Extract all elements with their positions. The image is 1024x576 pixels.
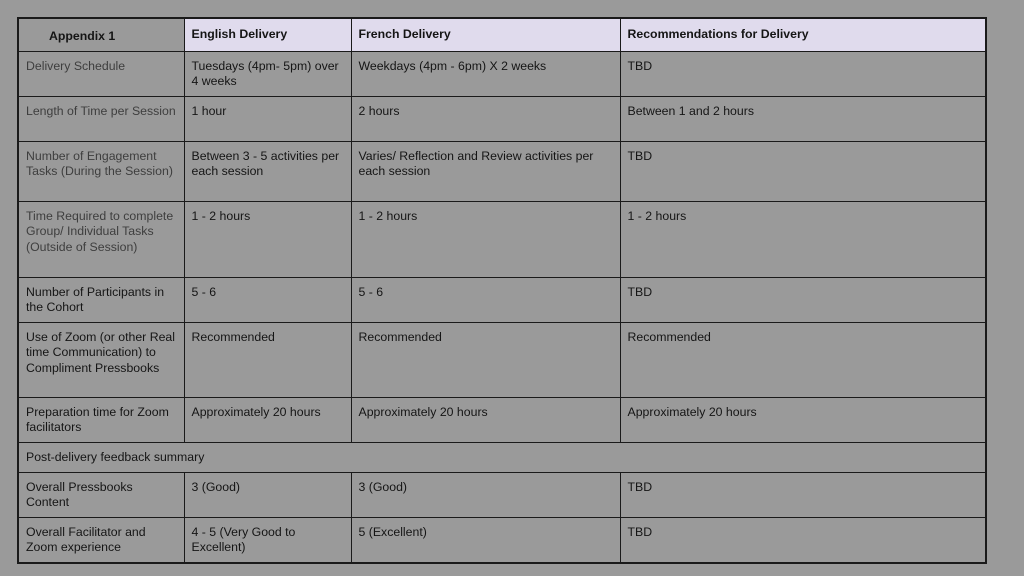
table-cell: TBD — [620, 52, 986, 97]
row-label: Delivery Schedule — [18, 52, 184, 97]
table-cell: 4 - 5 (Very Good to Excellent) — [184, 518, 351, 563]
table-cell: 5 (Excellent) — [351, 518, 620, 563]
row-label: Use of Zoom (or other Real time Communication) to Compliment Pressbooks — [18, 323, 184, 398]
table-cell: TBD — [620, 473, 986, 518]
column-header-french: French Delivery — [351, 18, 620, 52]
table-cell: Approximately 20 hours — [351, 398, 620, 443]
table-cell: 1 - 2 hours — [184, 202, 351, 278]
column-header-recommendations: Recommendations for Delivery — [620, 18, 986, 52]
section-row — [18, 443, 986, 473]
row-label: Preparation time for Zoom facilitators — [18, 398, 184, 443]
section-label: Post-delivery feedback summary — [18, 443, 986, 473]
table-cell: Between 1 and 2 hours — [620, 97, 986, 142]
row-label: Number of Participants in the Cohort — [18, 278, 184, 323]
table-cell: 3 (Good) — [184, 473, 351, 518]
table-cell: Between 3 - 5 activities per each session — [184, 142, 351, 202]
row-label: Length of Time per Session — [18, 97, 184, 142]
table-cell: TBD — [620, 142, 986, 202]
table-row — [18, 142, 986, 202]
row-label: Time Required to complete Group/ Individual Tasks (Outside of Session) — [18, 202, 184, 278]
column-header-english: English Delivery — [184, 18, 351, 52]
table-cell: Recommended — [184, 323, 351, 398]
table-cell: 2 hours — [351, 97, 620, 142]
table-cell: Tuesdays (4pm- 5pm) over 4 weeks — [184, 52, 351, 97]
table-cell: 1 hour — [184, 97, 351, 142]
table-cell: Recommended — [620, 323, 986, 398]
table-cell: 1 - 2 hours — [351, 202, 620, 278]
table-row — [18, 398, 986, 443]
table-cell: Weekdays (4pm - 6pm) X 2 weeks — [351, 52, 620, 97]
header-row — [18, 18, 986, 52]
appendix-table — [17, 17, 987, 564]
table-row — [18, 52, 986, 97]
table-row — [18, 323, 986, 398]
table-cell: 1 - 2 hours — [620, 202, 986, 278]
table-cell: TBD — [620, 518, 986, 563]
table-cell: Approximately 20 hours — [184, 398, 351, 443]
table-cell: Approximately 20 hours — [620, 398, 986, 443]
table-cell: 3 (Good) — [351, 473, 620, 518]
table-row — [18, 202, 986, 278]
table-cell: 5 - 6 — [351, 278, 620, 323]
table-row — [18, 518, 986, 563]
table-cell: 5 - 6 — [184, 278, 351, 323]
row-label: Overall Pressbooks Content — [18, 473, 184, 518]
appendix-title: Appendix 1 — [18, 18, 184, 52]
table-row — [18, 473, 986, 518]
table-cell: Varies/ Reflection and Review activities per each session — [351, 142, 620, 202]
table-cell: TBD — [620, 278, 986, 323]
table-row — [18, 278, 986, 323]
table-cell: Recommended — [351, 323, 620, 398]
table-row — [18, 97, 986, 142]
row-label: Overall Facilitator and Zoom experience — [18, 518, 184, 563]
row-label: Number of Engagement Tasks (During the Session) — [18, 142, 184, 202]
